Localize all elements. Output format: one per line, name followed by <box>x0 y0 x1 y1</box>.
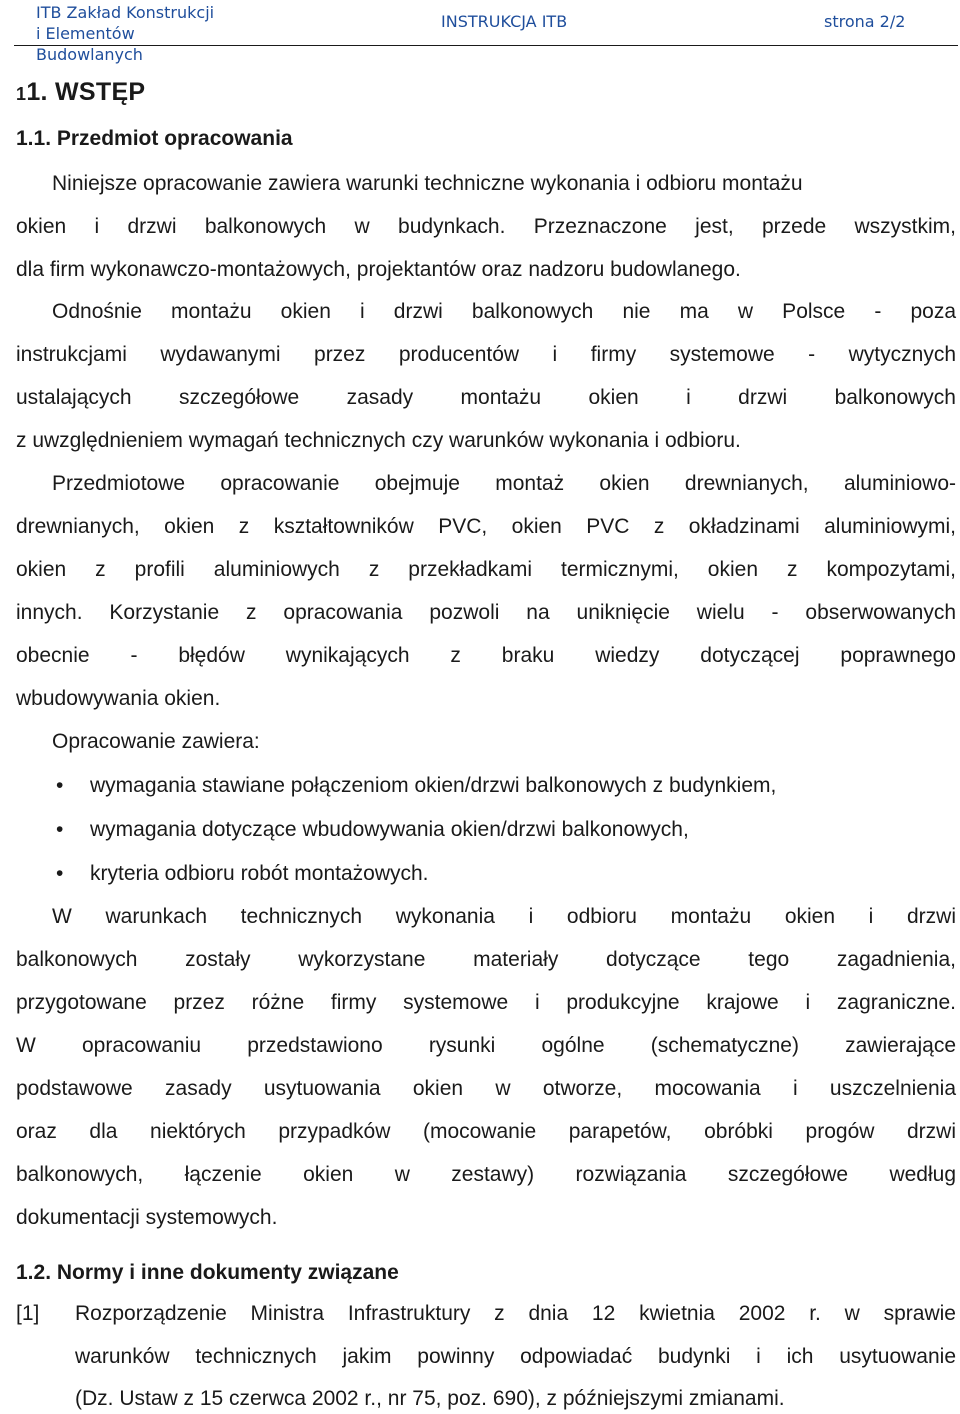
paragraph-line: oraz dla niektórych przypadków (mocowanie parapetów, obróbki progów drzwi <box>16 1120 956 1143</box>
paragraph-line: Przedmiotowe opracowanie obejmuje montaż okien drewnianych, aluminiowo- <box>52 472 956 495</box>
page-header <box>0 0 960 64</box>
heading-title: 1. WSTĘP <box>26 78 146 106</box>
paragraph-line: Opracowanie zawiera: <box>52 730 260 753</box>
subsection-heading-normy: 1.2. Normy i inne dokumenty związane <box>16 1261 399 1284</box>
bullet-item: wymagania dotyczące wbudowywania okien/drzwi balkonowych, <box>90 818 689 841</box>
reference-line: Rozporządzenie Ministra Infrastruktury z dnia 12 kwietnia 2002 r. w sprawie <box>75 1302 956 1325</box>
subsection-heading-przedmiot: 1.1. Przedmiot opracowania <box>16 127 293 150</box>
header-organization <box>36 2 236 65</box>
paragraph-line: W warunkach technicznych wykonania i odbioru montażu okien i drzwi <box>52 905 956 928</box>
header-divider <box>14 45 958 46</box>
paragraph-line: dokumentacji systemowych. <box>16 1206 278 1229</box>
paragraph-line: wbudowywania okien. <box>16 687 221 710</box>
bullet-item: wymagania stawiane połączeniom okien/drzwi balkonowych z budynkiem, <box>90 774 777 797</box>
paragraph-line: W opracowaniu przedstawiono rysunki ogólne (schematyczne) zawierające <box>16 1034 956 1057</box>
reference-number: [1] <box>16 1302 40 1325</box>
paragraph-line: Niniejsze opracowanie zawiera warunki techniczne wykonania i odbioru montażu <box>52 172 803 195</box>
paragraph-line: przygotowane przez różne firmy systemowe i produkcyjne krajowe i zagraniczne. <box>16 991 956 1014</box>
heading-prefix: 1 <box>16 84 27 104</box>
header-org-line2: i Elementów Budowlanych <box>36 24 143 64</box>
bullet-marker: • <box>56 818 64 841</box>
header-org-line1: ITB Zakład Konstrukcji <box>36 3 215 22</box>
header-doc-type: INSTRUKCJA ITB <box>441 12 568 31</box>
paragraph-line: ustalających szczegółowe zasady montażu okien i drzwi balkonowych <box>16 386 956 409</box>
paragraph-line: drewnianych, okien z kształtowników PVC, okien PVC z okładzinami aluminiowymi, <box>16 515 956 538</box>
paragraph-line: balkonowych zostały wykorzystane materiały dotyczące tego zagadnienia, <box>16 948 956 971</box>
bullet-marker: • <box>56 862 64 885</box>
header-page-number: strona 2/2 <box>824 12 906 31</box>
reference-line: (Dz. Ustaw z 15 czerwca 2002 r., nr 75, poz. 690), z późniejszymi zmianami. <box>75 1387 785 1410</box>
bullet-item: kryteria odbioru robót montażowych. <box>90 862 429 885</box>
section-heading-wstep <box>16 78 145 107</box>
paragraph-line: z uwzględnieniem wymagań technicznych czy warunków wykonania i odbioru. <box>16 429 741 452</box>
paragraph-line: okien i drzwi balkonowych w budynkach. Przeznaczone jest, przede wszystkim, <box>16 215 956 238</box>
paragraph-line: Odnośnie montażu okien i drzwi balkonowych nie ma w Polsce - poza <box>52 300 956 323</box>
paragraph-line: instrukcjami wydawanymi przez producentów i firmy systemowe - wytycznych <box>16 343 956 366</box>
paragraph-line: okien z profili aluminiowych z przekładkami termicznymi, okien z kompozytami, <box>16 558 956 581</box>
paragraph-line: obecnie - błędów wynikających z braku wiedzy dotyczącej poprawnego <box>16 644 956 667</box>
paragraph-line: innych. Korzystanie z opracowania pozwoli na uniknięcie wielu - obserwowanych <box>16 601 956 624</box>
paragraph-line: podstawowe zasady usytuowania okien w otworze, mocowania i uszczelnienia <box>16 1077 956 1100</box>
reference-line: warunków technicznych jakim powinny odpowiadać budynki i ich usytuowanie <box>75 1345 956 1368</box>
paragraph-line: dla firm wykonawczo-montażowych, projektantów oraz nadzoru budowlanego. <box>16 258 741 281</box>
bullet-marker: • <box>56 774 64 797</box>
paragraph-line: balkonowych, łączenie okien w zestawy) rozwiązania szczegółowe według <box>16 1163 956 1186</box>
